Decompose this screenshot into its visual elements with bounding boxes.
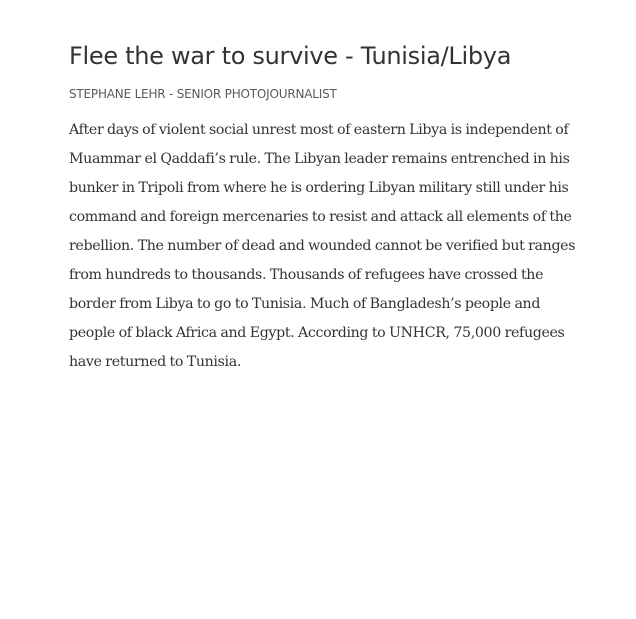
body-line: from hundreds to thousands. Thousands of refugees have crossed the <box>69 267 544 283</box>
article-byline: STEPHANE LEHR - SENIOR PHOTOJOURNALIST <box>69 87 337 101</box>
article-body <box>69 116 609 377</box>
body-line: Muammar el Qaddafi’s rule. The Libyan leader remains entrenched in his <box>69 151 570 167</box>
article-title: Flee the war to survive - Tunisia/Libya <box>69 42 512 70</box>
body-line: people of black Africa and Egypt. According to UNHCR, 75,000 refugees <box>69 325 565 341</box>
body-line: border from Libya to go to Tunisia. Much of Bangladesh’s people and <box>69 296 541 312</box>
body-line: command and foreign mercenaries to resist and attack all elements of the <box>69 209 572 225</box>
body-line: rebellion. The number of dead and wounded cannot be verified but ranges <box>69 238 576 254</box>
article <box>69 38 609 377</box>
body-line: bunker in Tripoli from where he is ordering Libyan military still under his <box>69 180 569 196</box>
body-line: After days of violent social unrest most of eastern Libya is independent of <box>69 122 569 138</box>
body-line: have returned to Tunisia. <box>69 354 242 370</box>
